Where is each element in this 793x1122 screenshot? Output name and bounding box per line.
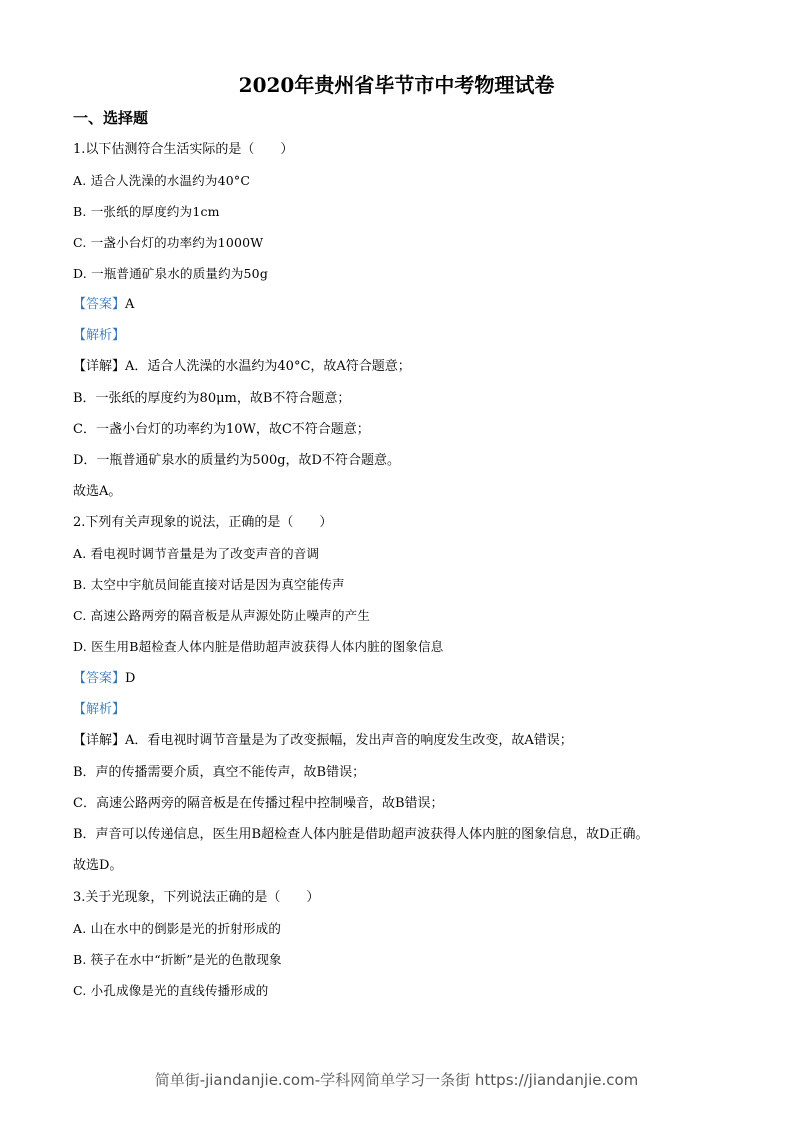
question-2-conclusion: 故选D。 [73, 858, 123, 873]
question-2-option-a: A. 看电视时调节音量是为了改变声音的音调 [73, 546, 320, 561]
question-1-option-c: C. 一盏小台灯的功率约为1000W [73, 235, 264, 250]
question-2-option-c: C. 高速公路两旁的隔音板是从声源处防止噪声的产生 [73, 608, 371, 623]
question-2-option-d: D. 医生用B超检查人体内脏是借助超声波获得人体内脏的图象信息 [73, 639, 444, 654]
section-title: 一、选择题 [73, 109, 149, 127]
question-2-detail-2: B．声的传播需要介质，真空不能传声，故B错误； [73, 765, 366, 780]
question-1-detail-4: D．一瓶普通矿泉水的质量约为500g，故D不符合题意。 [73, 453, 400, 468]
question-3-option-b: B. 筷子在水中“折断”是光的色散现象 [73, 952, 282, 967]
question-1-stem: 1.以下估测符合生活实际的是（ ） [73, 142, 294, 157]
detail-label: 【详解】 [73, 359, 126, 374]
question-2-option-b: B. 太空中宇航员间能直接对话是因为真空能传声 [73, 577, 345, 592]
question-1-option-a: A. 适合人洗澡的水温约为40°C [73, 173, 251, 188]
question-2-answer [73, 670, 135, 688]
page-title: 2020年贵州省毕节市中考物理试卷 [238, 73, 555, 97]
detail-text: A．看电视时调节音量是为了改变振幅，发出声音的响度发生改变，故A错误； [125, 733, 573, 748]
question-1-detail-3: C．一盏小台灯的功率约为10W，故C不符合题意； [73, 422, 370, 437]
answer-label: 【答案】 [73, 297, 126, 312]
question-2-stem: 2.下列有关声现象的说法，正确的是（ ） [73, 515, 333, 530]
question-1-detail-2: B．一张纸的厚度约为80μm，故B不符合题意； [73, 391, 351, 406]
question-1-conclusion: 故选A。 [73, 484, 122, 499]
question-3-option-c: C. 小孔成像是光的直线传播形成的 [73, 983, 269, 998]
question-1-detail-1 [73, 358, 411, 376]
answer-label: 【答案】 [73, 671, 126, 686]
question-1-analysis-label: 【解析】 [73, 328, 126, 343]
question-2-detail-3: C．高速公路两旁的隔音板是在传播过程中控制噪音，故B错误； [73, 796, 444, 811]
question-3-stem: 3.关于光现象，下列说法正确的是（ ） [73, 890, 320, 905]
page-footer: 简单街-jiandanjie.com-学科网简单学习一条街 https://jiandanjie.com [154, 1071, 639, 1089]
detail-label: 【详解】 [73, 733, 126, 748]
question-2-analysis-label: 【解析】 [73, 702, 126, 717]
question-1-answer [73, 296, 134, 314]
answer-value: A [125, 297, 135, 312]
question-2-detail-4: B．声音可以传递信息，医生用B超检查人体内脏是借助超声波获得人体内脏的图象信息，故D正确。 [73, 827, 649, 842]
question-2-detail-1 [73, 732, 573, 750]
answer-value: D [125, 671, 136, 686]
question-3-option-a: A. 山在水中的倒影是光的折射形成的 [73, 921, 282, 936]
question-1-option-b: B. 一张纸的厚度约为1cm [73, 204, 220, 219]
detail-text: A．适合人洗澡的水温约为40°C，故A符合题意； [125, 359, 411, 374]
question-1-option-d: D. 一瓶普通矿泉水的质量约为50g [73, 266, 269, 281]
